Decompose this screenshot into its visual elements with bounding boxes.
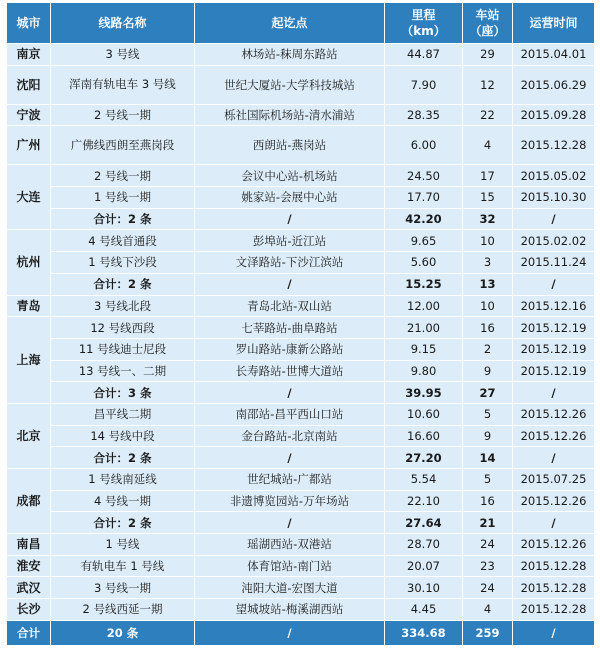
date-cell: 2015.12.28 xyxy=(513,555,595,577)
city-cell: 南昌 xyxy=(7,534,51,556)
date-cell: 2015.12.28 xyxy=(513,599,595,621)
stations-cell: 9 xyxy=(463,360,513,382)
date-cell: / xyxy=(513,512,595,534)
section-cell: 会议中心站-机场站 xyxy=(195,165,385,187)
date-cell: 2015.02.02 xyxy=(513,230,595,252)
section-cell: 西朗站-燕岗站 xyxy=(195,126,385,165)
date-cell: / xyxy=(513,273,595,295)
length-cell: 9.65 xyxy=(385,230,463,252)
table-row xyxy=(7,490,595,512)
length-cell: 4.45 xyxy=(385,599,463,621)
date-cell: 2015.12.19 xyxy=(513,338,595,360)
city-cell: 大连 xyxy=(7,165,51,230)
line-cell: 3 号线北段 xyxy=(51,295,195,317)
table-row xyxy=(7,126,595,165)
stations-cell: 2 xyxy=(463,338,513,360)
table-row xyxy=(7,104,595,126)
stations-cell: 16 xyxy=(463,317,513,339)
header-stations: 车站 （座） xyxy=(463,3,513,44)
section-cell: 罗山路站-康新公路站 xyxy=(195,338,385,360)
city-cell: 宁波 xyxy=(7,104,51,126)
length-cell: 15.25 xyxy=(385,273,463,295)
section-cell: 文泽路站-下沙江滨站 xyxy=(195,252,385,274)
section-cell: 南邵站-昌平西山口站 xyxy=(195,403,385,425)
section-cell: 林场站-秣周东路站 xyxy=(195,44,385,66)
length-cell: 22.10 xyxy=(385,490,463,512)
line-cell: 4 号线一期 xyxy=(51,490,195,512)
date-cell: / xyxy=(513,382,595,404)
stations-cell: 4 xyxy=(463,126,513,165)
table-row xyxy=(7,44,595,66)
length-cell: 5.54 xyxy=(385,469,463,491)
stations-cell: 16 xyxy=(463,490,513,512)
subtotal-label: 合计：2 条 xyxy=(51,447,195,469)
section-cell: / xyxy=(195,447,385,469)
total-count: 20 条 xyxy=(51,620,195,645)
date-cell: 2015.04.01 xyxy=(513,44,595,66)
length-cell: 28.70 xyxy=(385,534,463,556)
date-cell: 2015.09.28 xyxy=(513,104,595,126)
table-row xyxy=(7,599,595,621)
table-row xyxy=(7,65,595,104)
date-cell: 2015.12.26 xyxy=(513,425,595,447)
section-cell: 瑶湖西站-双港站 xyxy=(195,534,385,556)
stations-cell: 15 xyxy=(463,187,513,209)
section-cell: 沌阳大道-宏图大道 xyxy=(195,577,385,599)
stations-cell: 12 xyxy=(463,65,513,104)
total-section: / xyxy=(195,620,385,645)
length-cell: 21.00 xyxy=(385,317,463,339)
table-row xyxy=(7,165,595,187)
section-cell: 栎社国际机场站-清水浦站 xyxy=(195,104,385,126)
subtotal-label: 合计：3 条 xyxy=(51,382,195,404)
date-cell: 2015.05.02 xyxy=(513,165,595,187)
line-cell: 2 号线一期 xyxy=(51,104,195,126)
grand-total-row xyxy=(7,620,595,645)
stations-cell: 5 xyxy=(463,469,513,491)
city-cell: 成都 xyxy=(7,469,51,534)
length-cell: 24.50 xyxy=(385,165,463,187)
length-cell: 42.20 xyxy=(385,208,463,230)
subtotal-label: 合计：2 条 xyxy=(51,273,195,295)
stations-cell: 9 xyxy=(463,425,513,447)
city-cell: 沈阳 xyxy=(7,65,51,104)
date-cell: 2015.12.26 xyxy=(513,534,595,556)
stations-cell: 5 xyxy=(463,403,513,425)
header-section: 起讫点 xyxy=(195,3,385,44)
section-cell: 世纪大厦站-大学科技城站 xyxy=(195,65,385,104)
section-cell: 青岛北站-双山站 xyxy=(195,295,385,317)
length-cell: 20.07 xyxy=(385,555,463,577)
line-cell: 1 号线 xyxy=(51,534,195,556)
city-cell: 武汉 xyxy=(7,577,51,599)
table-row xyxy=(7,425,595,447)
line-cell: 1 号线南延线 xyxy=(51,469,195,491)
header-length: 里程 （km） xyxy=(385,3,463,44)
date-cell: 2015.07.25 xyxy=(513,469,595,491)
length-cell: 27.64 xyxy=(385,512,463,534)
length-cell: 28.35 xyxy=(385,104,463,126)
city-cell: 杭州 xyxy=(7,230,51,295)
line-cell: 1 号线一期 xyxy=(51,187,195,209)
length-cell: 10.60 xyxy=(385,403,463,425)
length-cell: 6.00 xyxy=(385,126,463,165)
table-row xyxy=(7,338,595,360)
table-row xyxy=(7,317,595,339)
date-cell: / xyxy=(513,447,595,469)
stations-cell: 24 xyxy=(463,534,513,556)
header-city: 城市 xyxy=(7,3,51,44)
total-label: 合计 xyxy=(7,620,51,645)
length-cell: 44.87 xyxy=(385,44,463,66)
section-cell: 姚家站-会展中心站 xyxy=(195,187,385,209)
subtotal-row xyxy=(7,512,595,534)
subtotal-row xyxy=(7,447,595,469)
city-cell: 青岛 xyxy=(7,295,51,317)
line-cell: 11 号线迪士尼段 xyxy=(51,338,195,360)
section-cell: 长寿路站-世博大道站 xyxy=(195,360,385,382)
city-cell: 南京 xyxy=(7,44,51,66)
city-cell: 淮安 xyxy=(7,555,51,577)
length-cell: 27.20 xyxy=(385,447,463,469)
city-cell: 广州 xyxy=(7,126,51,165)
date-cell: 2015.12.16 xyxy=(513,295,595,317)
section-cell: / xyxy=(195,382,385,404)
table-row xyxy=(7,577,595,599)
city-cell: 北京 xyxy=(7,403,51,468)
line-cell: 2 号线西延一期 xyxy=(51,599,195,621)
header-open-date: 运营时间 xyxy=(513,3,595,44)
table-row xyxy=(7,469,595,491)
metro-opening-table-container xyxy=(6,2,594,646)
table-row xyxy=(7,252,595,274)
table-row xyxy=(7,555,595,577)
header-line-name: 线路名称 xyxy=(51,3,195,44)
table-row xyxy=(7,403,595,425)
subtotal-label: 合计：2 条 xyxy=(51,208,195,230)
table-row xyxy=(7,230,595,252)
section-cell: / xyxy=(195,273,385,295)
length-cell: 7.90 xyxy=(385,65,463,104)
line-cell: 浑南有轨电车 3 号线 xyxy=(51,65,195,104)
stations-cell: 10 xyxy=(463,295,513,317)
length-cell: 9.15 xyxy=(385,338,463,360)
metro-opening-table xyxy=(6,2,595,646)
section-cell: 非遗博览园站-万年场站 xyxy=(195,490,385,512)
date-cell: 2015.11.24 xyxy=(513,252,595,274)
stations-cell: 21 xyxy=(463,512,513,534)
city-cell: 上海 xyxy=(7,317,51,404)
section-cell: 世纪城站-广都站 xyxy=(195,469,385,491)
length-cell: 16.60 xyxy=(385,425,463,447)
date-cell: / xyxy=(513,208,595,230)
stations-cell: 22 xyxy=(463,104,513,126)
length-cell: 5.60 xyxy=(385,252,463,274)
stations-cell: 23 xyxy=(463,555,513,577)
line-cell: 广佛线西朗至燕岗段 xyxy=(51,126,195,165)
stations-cell: 14 xyxy=(463,447,513,469)
date-cell: 2015.12.26 xyxy=(513,490,595,512)
table-row xyxy=(7,295,595,317)
section-cell: 七莘路站-曲阜路站 xyxy=(195,317,385,339)
date-cell: 2015.12.28 xyxy=(513,577,595,599)
line-cell: 4 号线首通段 xyxy=(51,230,195,252)
subtotal-row xyxy=(7,273,595,295)
total-date: / xyxy=(513,620,595,645)
line-cell: 有轨电车 1 号线 xyxy=(51,555,195,577)
city-cell: 长沙 xyxy=(7,599,51,621)
subtotal-row xyxy=(7,208,595,230)
stations-cell: 29 xyxy=(463,44,513,66)
section-cell: 体育馆站-南门站 xyxy=(195,555,385,577)
line-cell: 昌平线二期 xyxy=(51,403,195,425)
table-row xyxy=(7,534,595,556)
stations-cell: 32 xyxy=(463,208,513,230)
stations-cell: 10 xyxy=(463,230,513,252)
date-cell: 2015.06.29 xyxy=(513,65,595,104)
total-stations: 259 xyxy=(463,620,513,645)
date-cell: 2015.12.19 xyxy=(513,317,595,339)
subtotal-row xyxy=(7,382,595,404)
stations-cell: 24 xyxy=(463,577,513,599)
section-cell: / xyxy=(195,512,385,534)
subtotal-label: 合计：2 条 xyxy=(51,512,195,534)
length-cell: 30.10 xyxy=(385,577,463,599)
line-cell: 1 号线下沙段 xyxy=(51,252,195,274)
stations-cell: 17 xyxy=(463,165,513,187)
length-cell: 9.80 xyxy=(385,360,463,382)
line-cell: 3 号线 xyxy=(51,44,195,66)
date-cell: 2015.12.19 xyxy=(513,360,595,382)
stations-cell: 13 xyxy=(463,273,513,295)
line-cell: 13 号线一、二期 xyxy=(51,360,195,382)
section-cell: 彭埠站-近江站 xyxy=(195,230,385,252)
date-cell: 2015.12.26 xyxy=(513,403,595,425)
header-row xyxy=(7,3,595,44)
date-cell: 2015.10.30 xyxy=(513,187,595,209)
total-length: 334.68 xyxy=(385,620,463,645)
stations-cell: 3 xyxy=(463,252,513,274)
table-row xyxy=(7,360,595,382)
stations-cell: 27 xyxy=(463,382,513,404)
line-cell: 2 号线一期 xyxy=(51,165,195,187)
section-cell: 望城坡站-梅溪湖西站 xyxy=(195,599,385,621)
length-cell: 12.00 xyxy=(385,295,463,317)
line-cell: 14 号线中段 xyxy=(51,425,195,447)
section-cell: 金台路站-北京南站 xyxy=(195,425,385,447)
date-cell: 2015.12.28 xyxy=(513,126,595,165)
line-cell: 3 号线一期 xyxy=(51,577,195,599)
line-cell: 12 号线西段 xyxy=(51,317,195,339)
table-row xyxy=(7,187,595,209)
section-cell: / xyxy=(195,208,385,230)
stations-cell: 4 xyxy=(463,599,513,621)
length-cell: 39.95 xyxy=(385,382,463,404)
length-cell: 17.70 xyxy=(385,187,463,209)
